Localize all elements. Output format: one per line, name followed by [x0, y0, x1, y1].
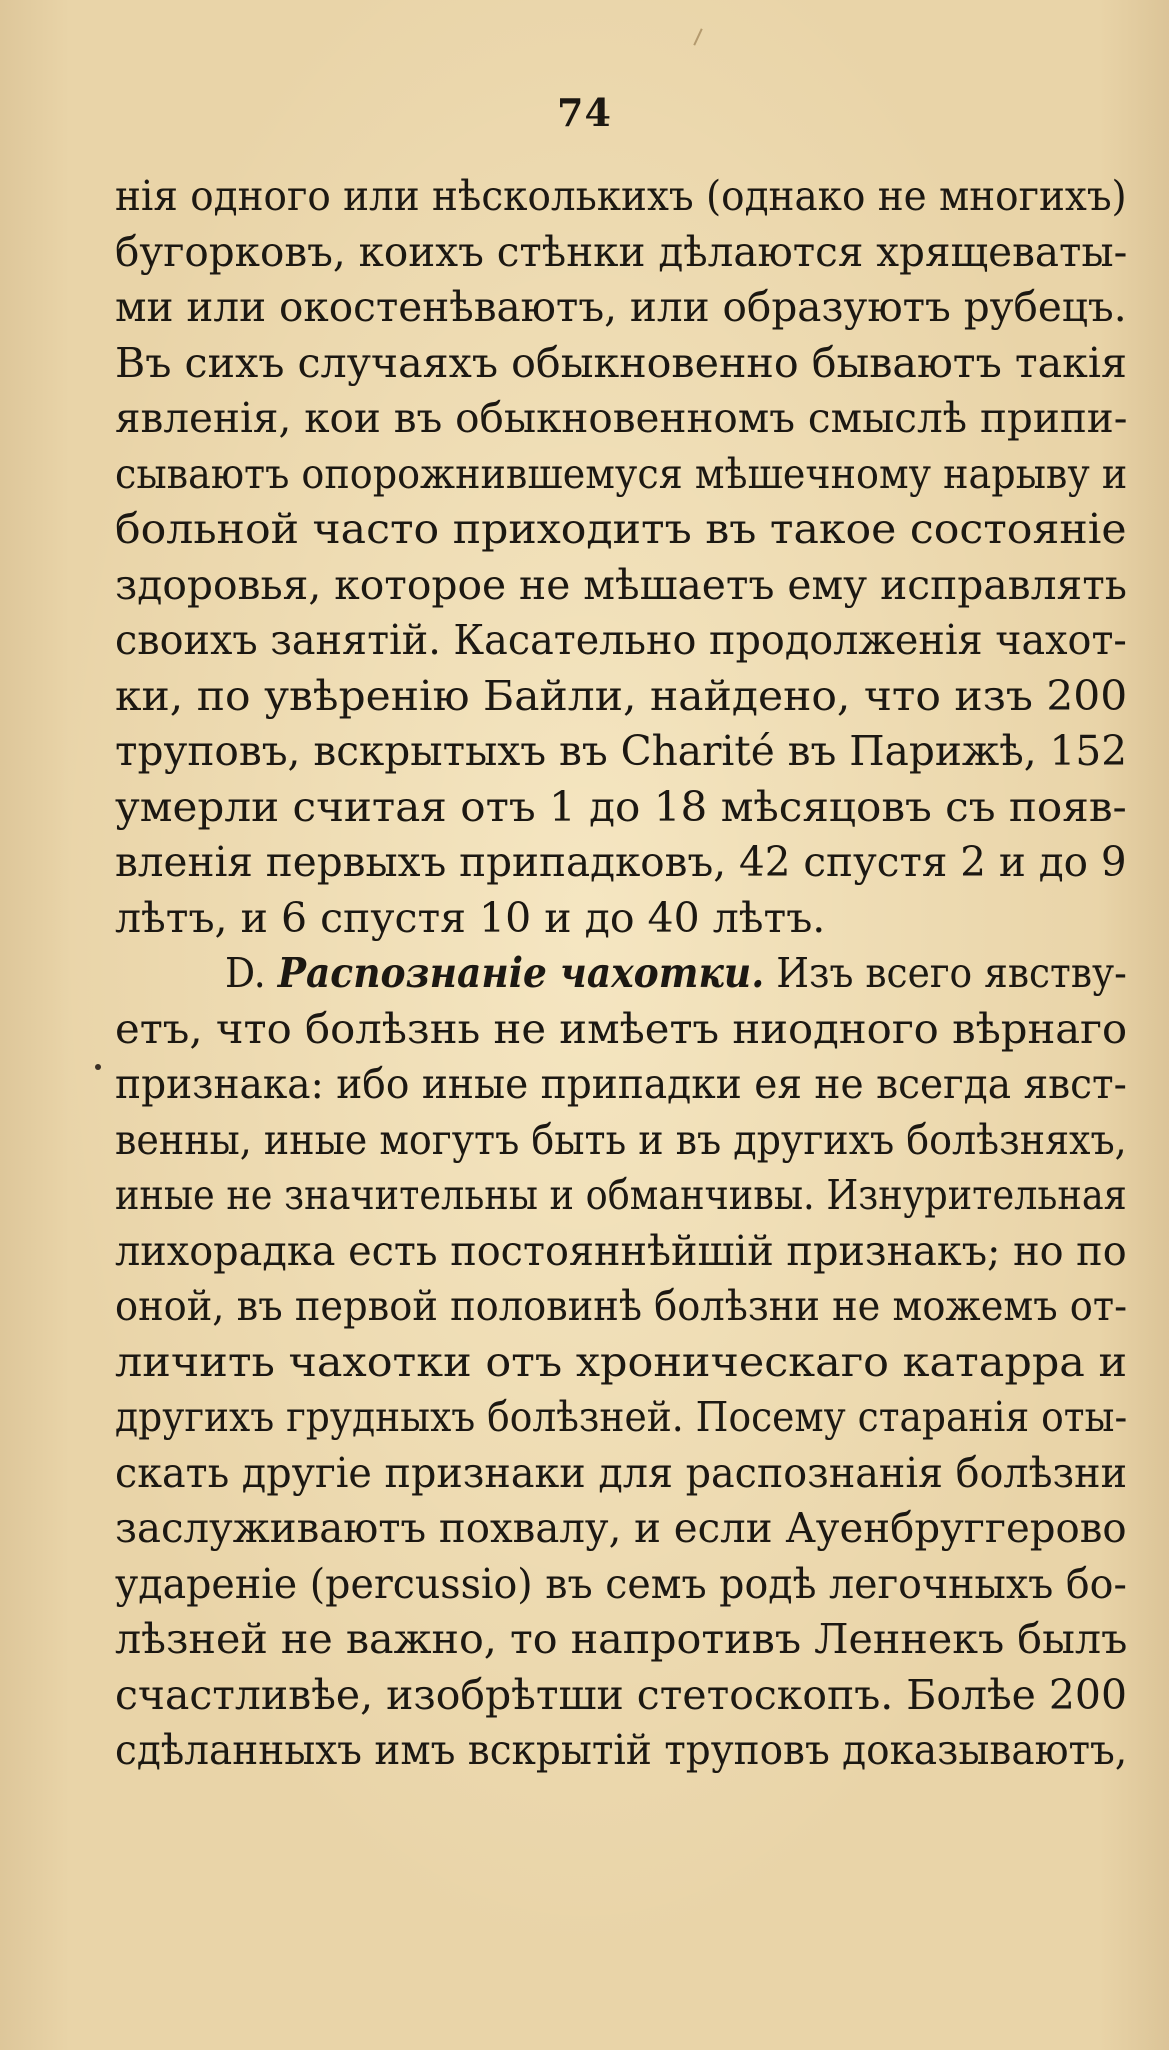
line-text: венны, иные могутъ быть и въ другихъ болѣзняхъ,: [115, 1115, 1127, 1164]
text-line: [115, 168, 1127, 224]
line-text: ки, по увѣренію Байли, найдено, что изъ 200: [115, 671, 1128, 720]
text-line: [115, 446, 1127, 502]
text-line: [115, 723, 1127, 779]
text-line: [115, 390, 1127, 446]
line-text: ми или окостенѣваютъ, или образуютъ рубецъ.: [115, 283, 1127, 331]
line-text: здоровья, которое не мѣшаетъ ему исправлять: [115, 560, 1127, 609]
margin-dot: [95, 1064, 101, 1070]
text-line: [115, 1167, 1127, 1223]
text-line: [115, 1611, 1127, 1667]
text-line: [115, 557, 1127, 613]
line-text: больной часто приходитъ въ такое состояніе: [115, 505, 1127, 553]
line-text: нія одного или нѣсколькихъ (однако не многихъ): [115, 172, 1127, 220]
line-text: сдѣланныхъ имъ вскрытій труповъ доказываютъ,: [115, 1726, 1128, 1774]
line-text: явленія, кои въ обыкновенномъ смыслѣ припи-: [115, 394, 1128, 442]
line-text: труповъ, вскрытыхъ въ Charité въ Парижѣ, 152: [115, 727, 1128, 775]
page-number: 74: [557, 90, 612, 135]
text-line: [115, 1556, 1127, 1612]
text-line: [115, 1278, 1127, 1334]
line-text: умерли считая отъ 1 до 18 мѣсяцовъ съ появ-: [115, 782, 1127, 831]
line-text: лихорадка есть постояннѣйшій признакъ; но по: [115, 1226, 1127, 1275]
line-text: Въ сихъ случаяхъ обыкновенно бываютъ такія: [115, 338, 1128, 387]
text-line: [115, 1445, 1127, 1501]
text-line: [115, 1056, 1127, 1112]
text-line: [115, 668, 1127, 724]
line-text: сываютъ опорожнившемуся мѣшечному нарыву и: [115, 449, 1128, 498]
text-line: [115, 279, 1127, 335]
line-text: удареніе (percussio) въ семъ родѣ легочныхъ бо-: [115, 1559, 1127, 1608]
text-line: [115, 612, 1127, 668]
paper-mark: [693, 28, 702, 45]
text-line: [115, 224, 1127, 280]
line-text: своихъ занятій. Касательно продолженія чахот-: [115, 616, 1127, 664]
line-text: заслуживаютъ похвалу, и если Ауенбруггерово: [115, 1504, 1127, 1552]
line-text: лѣзней не важно, то напротивъ Леннекъ былъ: [115, 1615, 1128, 1663]
text-line: [115, 1223, 1127, 1279]
section-heading-line: [225, 945, 1127, 1001]
text-line: [115, 1112, 1127, 1168]
line-text: счастливѣе, изобрѣтши стетоскопъ. Болѣе 200: [115, 1670, 1127, 1719]
line-text: оной, въ первой половинѣ болѣзни не можемъ от-: [115, 1282, 1128, 1330]
line-text: бугорковъ, коихъ стѣнки дѣлаются хрящеваты-: [115, 227, 1128, 276]
section-title: Распознаніе чахотки.: [277, 949, 765, 997]
text-line: [115, 1722, 1127, 1778]
text-line: [115, 834, 1127, 890]
line-text: лѣтъ, и 6 спустя 10 и до 40 лѣтъ.: [115, 893, 826, 942]
text-line: [115, 1389, 1127, 1445]
line-text: личить чахотки отъ хроническаго катарра и: [115, 1337, 1128, 1386]
text-line: [115, 779, 1127, 835]
text-line: [115, 1334, 1127, 1390]
text-line: [115, 501, 1127, 557]
line-text: признака: ибо иные припадки ея не всегда явст-: [115, 1060, 1127, 1108]
line-text: другихъ грудныхъ болѣзней. Посему старанія оты-: [115, 1393, 1128, 1441]
text-line: [115, 1500, 1127, 1556]
text-line: [115, 335, 1127, 391]
line-text: Изъ всего явству-: [764, 949, 1127, 997]
line-text: иные не значительны и обманчивы. Изнурительная: [115, 1171, 1127, 1219]
line-text: скать другіе признаки для распознанія болѣзни: [115, 1448, 1128, 1497]
section-letter: D.: [225, 949, 278, 997]
line-text: вленія первыхъ припадковъ, 42 спустя 2 и до 9: [115, 838, 1127, 886]
line-text: етъ, что болѣзнь не имѣетъ ниодного вѣрнаго: [115, 1004, 1128, 1053]
text-line: [115, 1667, 1127, 1723]
text-line: [115, 1001, 1127, 1057]
text-line: [115, 890, 825, 946]
